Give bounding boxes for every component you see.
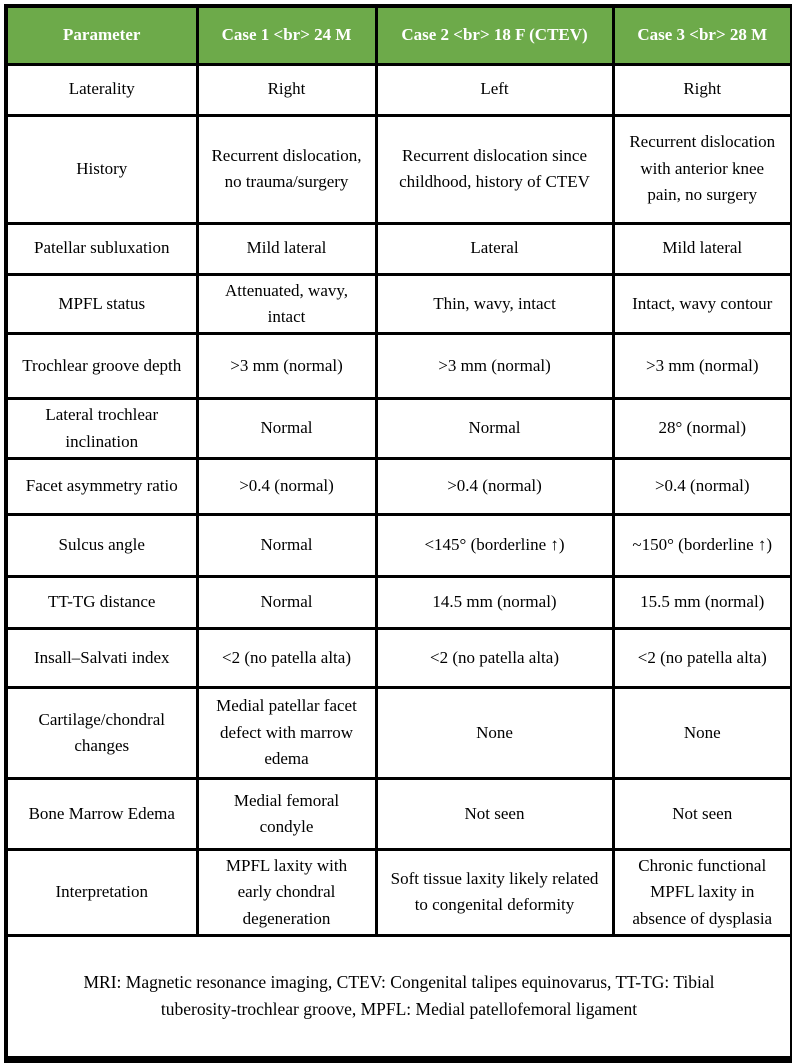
value-cell: <2 (no patella alta) — [376, 628, 613, 687]
table-row-cartilage-chondral-changes — [6, 687, 792, 778]
value-cell: Chronic functional MPFL laxity in absence of dysplasia — [613, 849, 792, 935]
value-cell: Intact, wavy contour — [613, 274, 792, 334]
parameter-cell: Facet asymmetry ratio — [6, 458, 197, 514]
table-row-interpretation — [6, 849, 792, 935]
table-row-footnote — [6, 935, 792, 1059]
value-cell: ~150° (borderline ↑) — [613, 514, 792, 576]
value-cell: None — [376, 687, 613, 778]
parameter-cell: Laterality — [6, 64, 197, 115]
table-row-trochlear-groove-depth — [6, 334, 792, 399]
value-cell: Attenuated, wavy, intact — [197, 274, 376, 334]
value-cell: Normal — [376, 399, 613, 459]
value-cell: >0.4 (normal) — [613, 458, 792, 514]
value-cell: Recurrent dislocation with anterior knee pain, no surgery — [613, 115, 792, 223]
value-cell: 28° (normal) — [613, 399, 792, 459]
column-header-case1: Case 1 <br> 24 M — [197, 6, 376, 64]
value-cell: Recurrent dislocation since childhood, history of CTEV — [376, 115, 613, 223]
value-cell: >3 mm (normal) — [376, 334, 613, 399]
value-cell: None — [613, 687, 792, 778]
header-row — [6, 6, 792, 64]
table-row-patellar-subluxation — [6, 223, 792, 274]
mri-findings-table — [4, 4, 792, 1063]
value-cell: Normal — [197, 514, 376, 576]
value-cell: Mild lateral — [197, 223, 376, 274]
table-row-bone-marrow-edema — [6, 778, 792, 849]
table-row-history — [6, 115, 792, 223]
column-header-parameter: Parameter — [6, 6, 197, 64]
parameter-cell: Trochlear groove depth — [6, 334, 197, 399]
table-row-facet-asymmetry-ratio — [6, 458, 792, 514]
value-cell: Medial patellar facet defect with marrow edema — [197, 687, 376, 778]
table-header — [6, 6, 792, 64]
value-cell: Right — [613, 64, 792, 115]
value-cell: 15.5 mm (normal) — [613, 576, 792, 628]
value-cell: 14.5 mm (normal) — [376, 576, 613, 628]
value-cell: Normal — [197, 576, 376, 628]
value-cell: Left — [376, 64, 613, 115]
value-cell: Right — [197, 64, 376, 115]
value-cell: >3 mm (normal) — [197, 334, 376, 399]
value-cell: Soft tissue laxity likely related to congenital deformity — [376, 849, 613, 935]
parameter-cell: History — [6, 115, 197, 223]
parameter-cell: Insall–Salvati index — [6, 628, 197, 687]
value-cell: >3 mm (normal) — [613, 334, 792, 399]
value-cell: >0.4 (normal) — [376, 458, 613, 514]
parameter-cell: Interpretation — [6, 849, 197, 935]
value-cell: MPFL laxity with early chondral degeneration — [197, 849, 376, 935]
value-cell: Medial femoral condyle — [197, 778, 376, 849]
value-cell: >0.4 (normal) — [197, 458, 376, 514]
parameter-cell: Bone Marrow Edema — [6, 778, 197, 849]
value-cell: Mild lateral — [613, 223, 792, 274]
value-cell: Thin, wavy, intact — [376, 274, 613, 334]
value-cell: Recurrent dislocation, no trauma/surgery — [197, 115, 376, 223]
table-row-insall-salvati-index — [6, 628, 792, 687]
table-row-ttg-distance — [6, 576, 792, 628]
parameter-cell: Patellar subluxation — [6, 223, 197, 274]
table-row-lateral-trochlear-inclination — [6, 399, 792, 459]
value-cell: Normal — [197, 399, 376, 459]
parameter-cell: TT-TG distance — [6, 576, 197, 628]
column-header-case3: Case 3 <br> 28 M — [613, 6, 792, 64]
value-cell: Not seen — [376, 778, 613, 849]
table-body — [6, 64, 792, 1059]
value-cell: Not seen — [613, 778, 792, 849]
value-cell: <2 (no patella alta) — [613, 628, 792, 687]
parameter-cell: MPFL status — [6, 274, 197, 334]
parameter-cell: Cartilage/chondral changes — [6, 687, 197, 778]
abbreviations-footnote: MRI: Magnetic resonance imaging, CTEV: Congenital talipes equinovarus, TT-TG: Tibial tuberosity-trochlear groove, MPFL: Medial patellofemoral ligament — [6, 935, 792, 1059]
value-cell: <145° (borderline ↑) — [376, 514, 613, 576]
table-row-sulcus-angle — [6, 514, 792, 576]
value-cell: <2 (no patella alta) — [197, 628, 376, 687]
parameter-cell: Sulcus angle — [6, 514, 197, 576]
table-row-mpfl-status — [6, 274, 792, 334]
table-row-laterality — [6, 64, 792, 115]
value-cell: Lateral — [376, 223, 613, 274]
parameter-cell: Lateral trochlear inclination — [6, 399, 197, 459]
column-header-case2: Case 2 <br> 18 F (CTEV) — [376, 6, 613, 64]
